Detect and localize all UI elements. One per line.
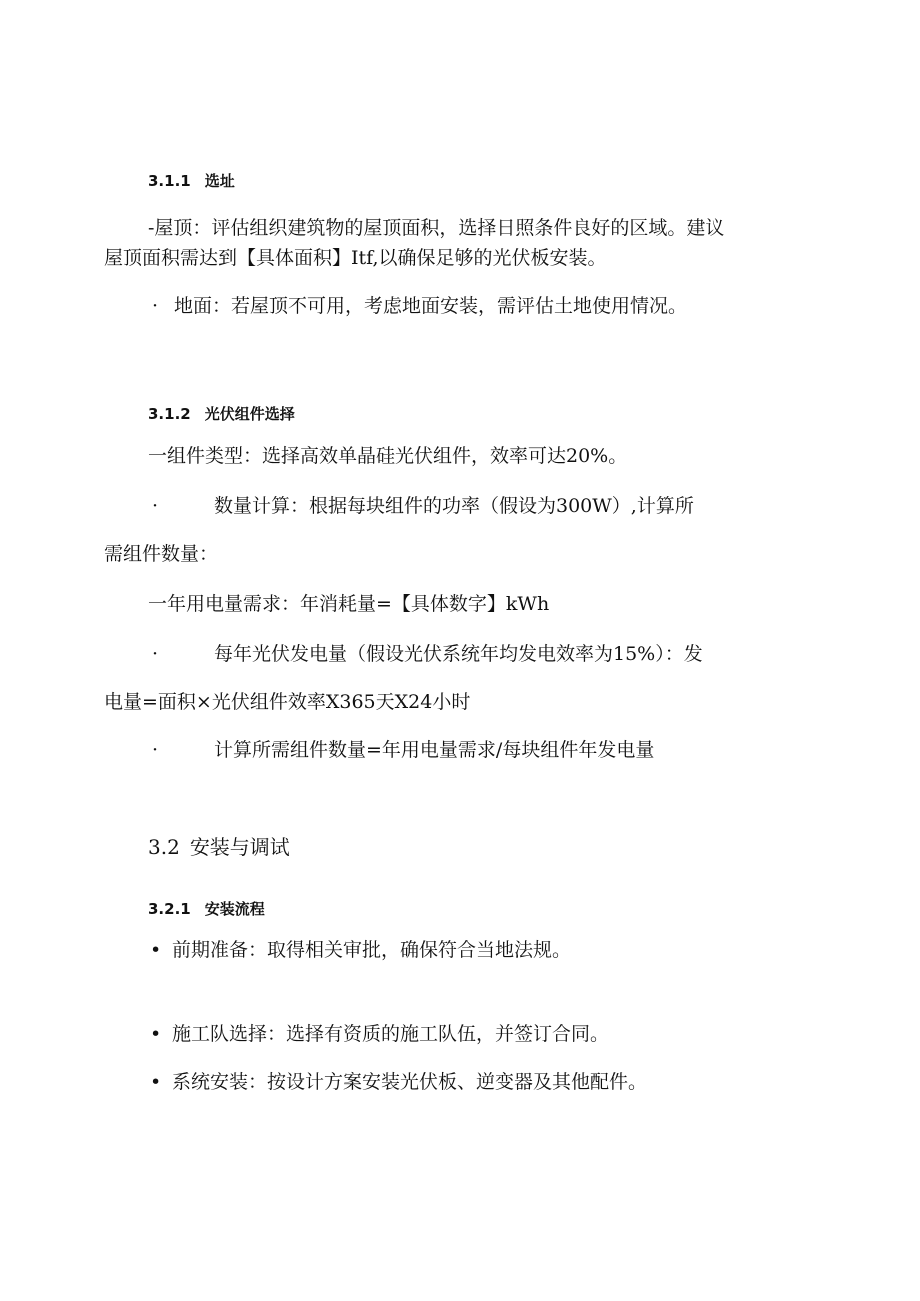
heading-3-2 xyxy=(148,831,290,860)
list-item-text: 施工队选择：选择有资质的施工队伍，并签订合同。 xyxy=(172,1023,610,1045)
paragraph-ground-text: 地面：若屋顶不可用，考虑地面安装，需评估土地使用情况。 xyxy=(174,295,688,317)
paragraph-quantity-calc xyxy=(152,492,694,521)
heading-3-1-1 xyxy=(148,170,235,191)
heading-3-1-2 xyxy=(148,403,295,424)
heading-title: 光伏组件选择 xyxy=(204,405,295,423)
heading-number: 3.1.1 xyxy=(148,172,191,190)
paragraph-quantity-calc-text: 数量计算：根据每块组件的功率（假设为300W）,计算所 xyxy=(214,495,694,517)
paragraph-module-count xyxy=(152,736,654,765)
bullet-dot: · xyxy=(152,295,159,317)
bullet-dot: · xyxy=(152,495,159,517)
list-item-team-selection xyxy=(150,1020,609,1049)
bullet-dot: · xyxy=(152,643,159,665)
paragraph-annual-generation xyxy=(152,640,703,669)
paragraph-roof-line-2: 屋顶面积需达到【具体面积】Itf,以确保足够的光伏板安装。 xyxy=(104,247,607,269)
list-item-system-install xyxy=(150,1068,647,1097)
paragraph-quantity-calc-cont: 需组件数量： xyxy=(104,543,219,565)
heading-title: 安装流程 xyxy=(204,900,265,918)
paragraph-annual-demand: 一年用电量需求：年消耗量=【具体数字】kWh xyxy=(148,593,550,615)
heading-3-2-1 xyxy=(148,898,265,919)
heading-title: 安装与调试 xyxy=(189,835,290,859)
bullet-dot: • xyxy=(150,1023,162,1045)
paragraph-ground xyxy=(152,292,687,321)
bullet-dot: · xyxy=(152,739,159,761)
paragraph-roof-line-1: -屋顶：评估组织建筑物的屋顶面积，选择日照条件良好的区域。建议 xyxy=(148,217,725,239)
paragraph-annual-generation-cont: 电量=面积×光伏组件效率X365天X24小时 xyxy=(104,691,471,713)
paragraph-module-count-text: 计算所需组件数量=年用电量需求/每块组件年发电量 xyxy=(214,739,655,761)
bullet-dot: • xyxy=(150,1071,162,1093)
paragraph-annual-generation-text: 每年光伏发电量（假设光伏系统年均发电效率为15%）：发 xyxy=(214,643,703,665)
heading-number: 3.1.2 xyxy=(148,405,191,423)
list-item-text: 系统安装：按设计方案安装光伏板、逆变器及其他配件。 xyxy=(172,1071,648,1093)
paragraph-module-type: 一组件类型：选择高效单晶硅光伏组件，效率可达20%。 xyxy=(148,445,628,467)
heading-number: 3.2.1 xyxy=(148,900,191,918)
heading-number: 3.2 xyxy=(148,835,180,859)
list-item-preparation xyxy=(150,936,571,965)
heading-title: 选址 xyxy=(204,172,235,190)
bullet-dot: • xyxy=(150,939,162,961)
list-item-text: 前期准备：取得相关审批，确保符合当地法规。 xyxy=(172,939,572,961)
